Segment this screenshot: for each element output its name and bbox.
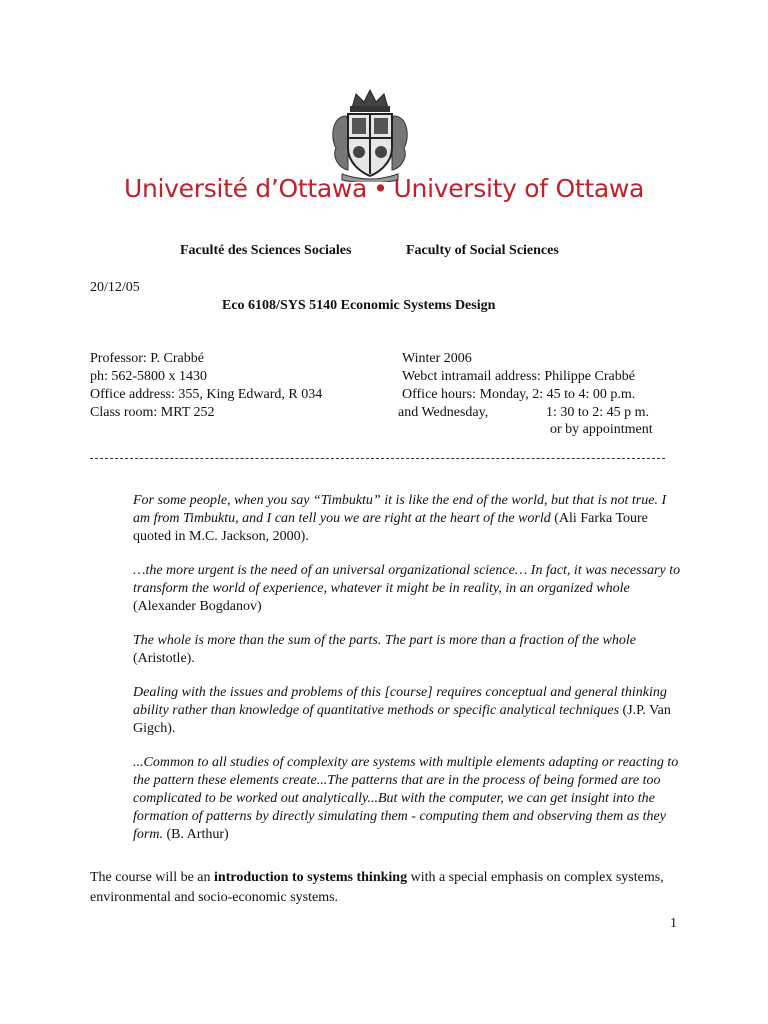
faculty-name-fr: Faculté des Sciences Sociales xyxy=(180,243,352,258)
office-address: Office address: 355, King Edward, R 034 xyxy=(90,387,323,402)
quote-source: (Aristotle). xyxy=(133,651,195,666)
course-intro xyxy=(90,868,670,908)
intro-emphasis: introduction to systems thinking xyxy=(214,870,408,885)
term: Winter 2006 xyxy=(402,351,472,366)
quote-text: ...Common to all studies of complexity are systems with multiple elements adapting or reacting to the pattern these elements create...The patterns that are in the process of being formed are too complicated to be worked out analytically...But with the computer, we can get insight into the formation of patterns by directly simulating them - computing them and observing them as they form. xyxy=(133,755,679,842)
page-number: 1 xyxy=(670,916,677,931)
class-room: Class room: MRT 252 xyxy=(90,405,215,420)
university-name-en: University of Ottawa xyxy=(393,174,645,203)
office-hours-day: and Wednesday, xyxy=(398,405,489,420)
quote-text: The whole is more than the sum of the parts. The part is more than a fraction of the whole xyxy=(133,633,636,648)
phone-number: ph: 562-5800 x 1430 xyxy=(90,369,208,384)
quote-item xyxy=(133,492,681,546)
quote-source: (B. Arthur) xyxy=(166,827,229,842)
quotes-section xyxy=(133,492,681,860)
webct-address: Webct intramail address: Philippe Crabbé xyxy=(402,369,635,384)
faculty-name-en: Faculty of Social Sciences xyxy=(406,243,559,258)
intro-text-start: The course will be an xyxy=(90,870,215,885)
course-title: Eco 6108/SYS 5140 Economic Systems Design xyxy=(222,298,496,313)
university-banner xyxy=(0,174,768,203)
quote-text: Dealing with the issues and problems of this [course] requires conceptual and general thinking ability rather than knowledge of quantitative methods or specific analytical techniques xyxy=(133,685,667,718)
quote-text: For some people, when you say “Timbuktu” it is like the end of the world, but that is not true. I am from Timbuktu, and I can tell you we are right at the heart of the world xyxy=(133,493,667,526)
office-hours-time: 1: 30 to 2: 45 p m. xyxy=(546,405,650,420)
university-name-fr: Université d’Ottawa xyxy=(123,174,368,203)
quote-source: (Alexander Bogdanov) xyxy=(133,599,262,614)
quote-item xyxy=(133,632,681,668)
university-crest-icon xyxy=(328,86,412,182)
quote-source: (Ali Farka Toure quoted in M.C. Jackson, 2000). xyxy=(133,511,648,544)
professor-name: Professor: P. Crabbé xyxy=(90,351,204,366)
office-hours: Office hours: Monday, 2: 45 to 4: 00 p.m. xyxy=(402,387,636,402)
quote-source: (J.P. Van Gigch). xyxy=(133,703,671,736)
quote-text: …the more urgent is the need of an universal organizational science… In fact, it was necessary to transform the world of experience, whatever it might be in reality, in an organized whole xyxy=(133,563,681,596)
document-date: 20/12/05 xyxy=(90,280,140,295)
banner-separator: • xyxy=(373,174,388,203)
appointment-note: or by appointment xyxy=(550,422,653,437)
quote-item xyxy=(133,562,681,616)
intro-text-end: with a special emphasis on complex systems, environmental and socio-economic systems. xyxy=(90,870,664,905)
section-divider xyxy=(90,458,665,459)
quote-item xyxy=(133,754,681,844)
quote-item xyxy=(133,684,681,738)
